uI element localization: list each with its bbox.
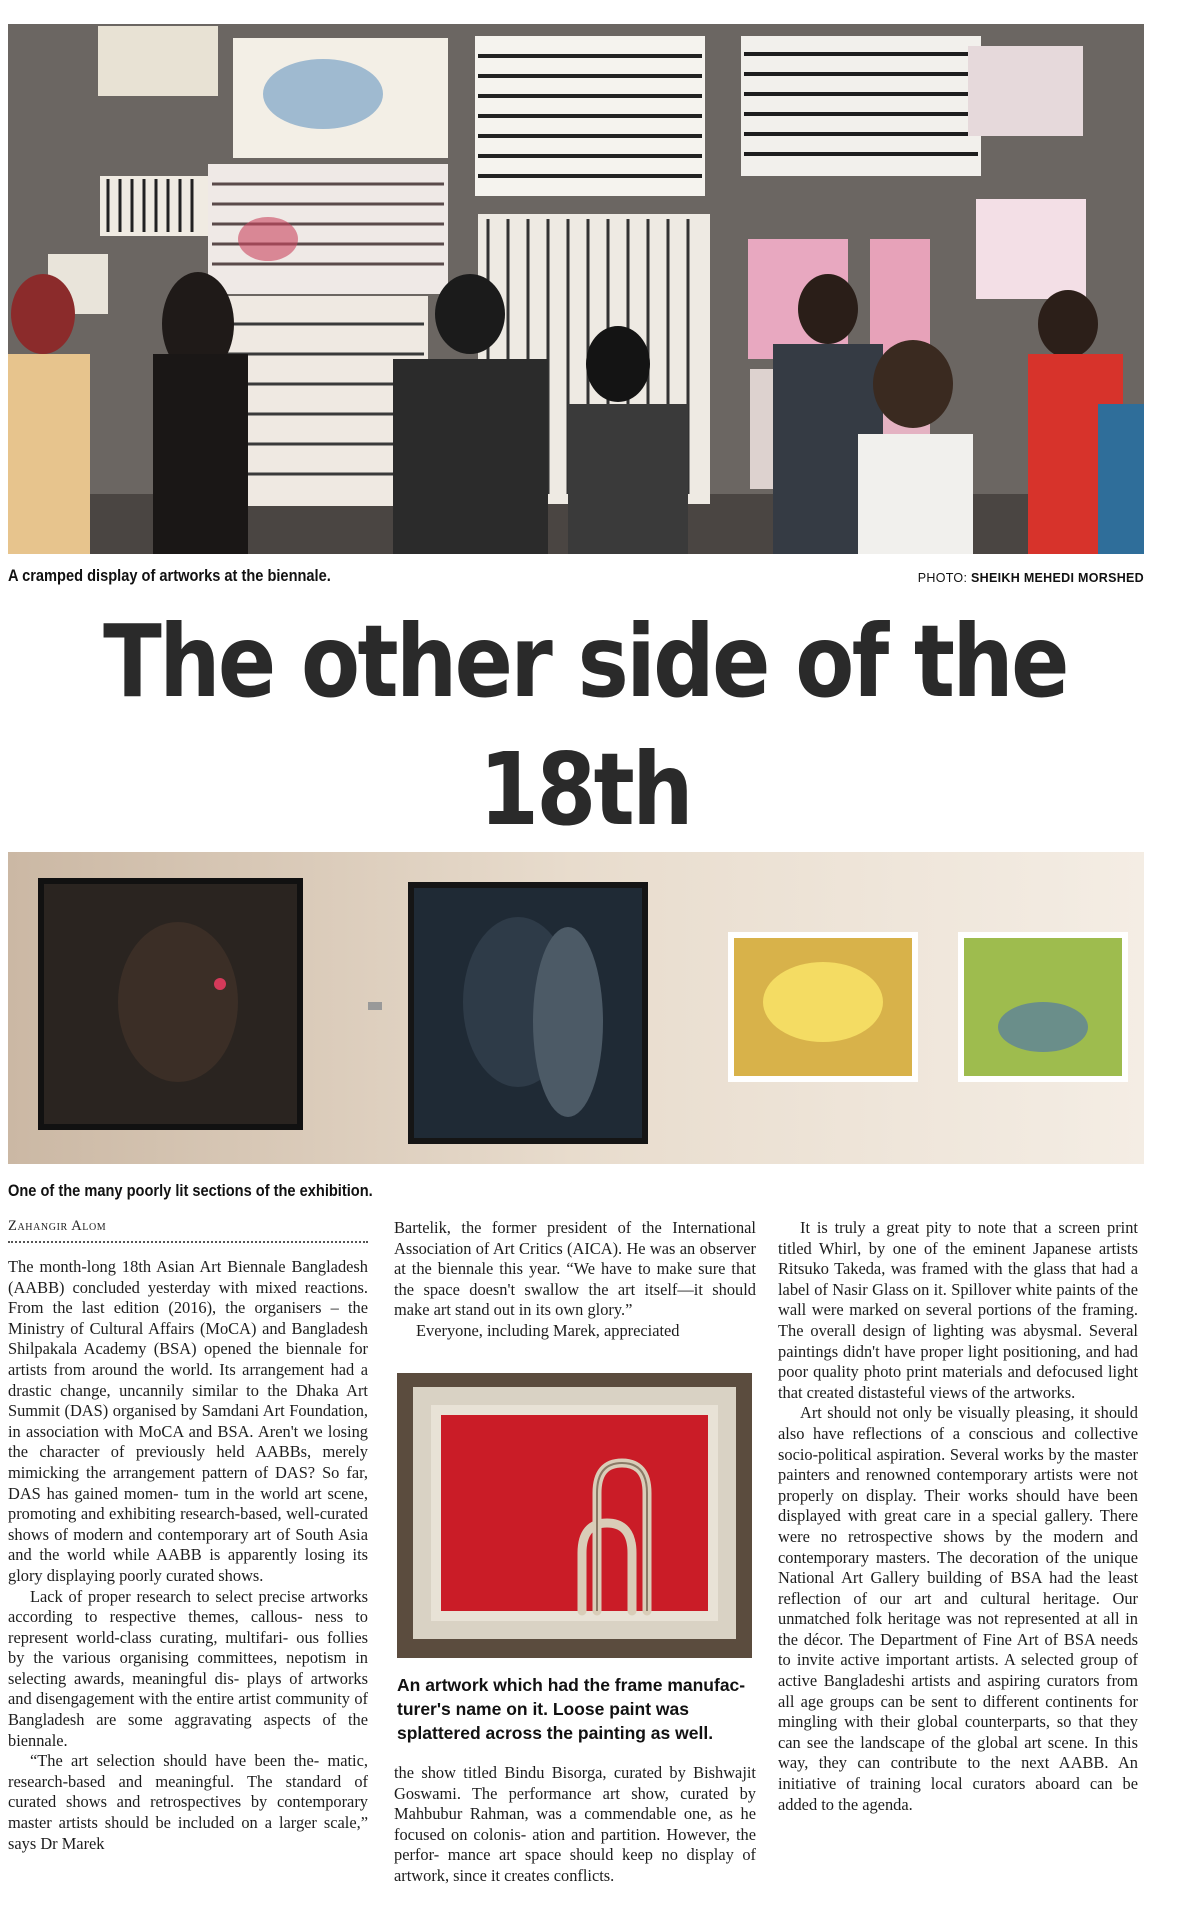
top-photo: [8, 24, 1144, 554]
photo-credit-name: SHEIKH MEHEDI MORSHED: [971, 571, 1144, 585]
article-column-2-top: [394, 1218, 756, 1342]
byline: Zahangir Alom: [8, 1218, 368, 1243]
article-column-3: [778, 1218, 1138, 1815]
top-photo-caption: A cramped display of artworks at the biennale.: [8, 566, 331, 585]
paragraph: Bartelik, the former president of the International Association of Art Critics (AICA). He was an observer at the biennale this year. “We have to make sure that the space doesn't swallow the art itself—it should make art stand out in its own glory.”: [394, 1218, 756, 1320]
inset-photo-caption: An artwork which had the frame manufac- turer's name on it. Loose paint was splattered across the painting as well.: [397, 1675, 746, 1743]
middle-photo: [8, 852, 1144, 1164]
middle-photo-caption: One of the many poorly lit sections of the exhibition.: [8, 1181, 373, 1200]
paragraph: It is truly a great pity to note that a screen print titled Whirl, by one of the eminent Japanese artists Ritsuko Takeda, was framed with the glass that had a label of Nasir Glass on it. Spillover white paints of the wall were marked on several portions of the framing. The overall design of lighting was abysmal. Several paintings didn't have proper light positioning, and had poor quality photo print materials and defocused light that created distasteful views of the artworks.: [778, 1218, 1138, 1402]
photo-credit-label: PHOTO:: [917, 571, 968, 585]
paragraph: “The art selection should have been the- matic, research-based and meaningful. The standard of curated shows and retrospectives by contemporary master artists should be included on a larger scale,” says Dr Marek: [8, 1751, 368, 1853]
paragraph: Lack of proper research to select precise artworks according to respective themes, callous- ness to represent world-class curating, multifari- ous follies by the various organising committees, nepotism in selecting awards, meaningful dis- plays of artworks and disengagement with the entire artist community of Bangladesh are some aggravating aspects of the biennale.: [8, 1586, 368, 1750]
article-column-2-bottom: [394, 1763, 756, 1887]
article-column-1: [8, 1257, 368, 1854]
headline-line-1: The other side of the 18th: [103, 603, 1067, 848]
inset-photo: [397, 1373, 752, 1658]
paragraph: Everyone, including Marek, appreciated: [416, 1320, 680, 1340]
paragraph: The month-long 18th Asian Art Biennale Bangladesh (AABB) concluded yesterday with mixed reactions. From the last edition (2016), the organisers – the Ministry of Cultural Affairs (MoCA) and Bangladesh Shilpakala Academy (BSA) opened the biennale for artists from around the world. Its arrangement had a drastic change, uncannily similar to the Dhaka Art Summit (DAS) organised by Samdani Art Foundation, in association with MoCA and BSA. Aren't we losing the character of previously held AABBs, merely mimicking the arrangement pattern of DAS? So far, DAS has gained momen- tum in the world art scene, promoting and exhibiting research-based, well-curated shows of modern and contemporary art of South Asia and the world while AABB is apparently losing its glory displaying poorly curated shows.: [8, 1257, 368, 1585]
photo-credit: [918, 571, 1144, 585]
paragraph: the show titled Bindu Bisorga, curated by Bishwajit Goswami. The performance art show, curated by Mahbubur Rahman, was a commendable one, as he focused on colonis- ation and partition. However, the perfor- mance art space should keep no display of artwork, since it creates conflicts.: [394, 1763, 756, 1885]
paragraph: Art should not only be visually pleasing, it should also have reflections of a conscious and collective socio-political aspiration. Several works by the master painters and renowned contemporary artists were not properly on display. Their works should have been displayed with great care in a special gallery. There were no retrospective shows by the modern and contemporary masters. The decoration of the unique National Art Gallery building of BSA had the least reflection of our art and cultural heritage. Our unmatched folk heritage was not represented at all in the décor. The Department of Fine Art of BSA needs to invite active important artists. A selected group of active Bangladeshi artists and aspiring curators from all age groups can be sent to different continents for mingling with their global counterparts, so that they can see the landscape of the global art scene. In this way, they can contribute to the next AABB. An initiative of training local curators aboard can be added to the agenda.: [778, 1403, 1138, 1814]
